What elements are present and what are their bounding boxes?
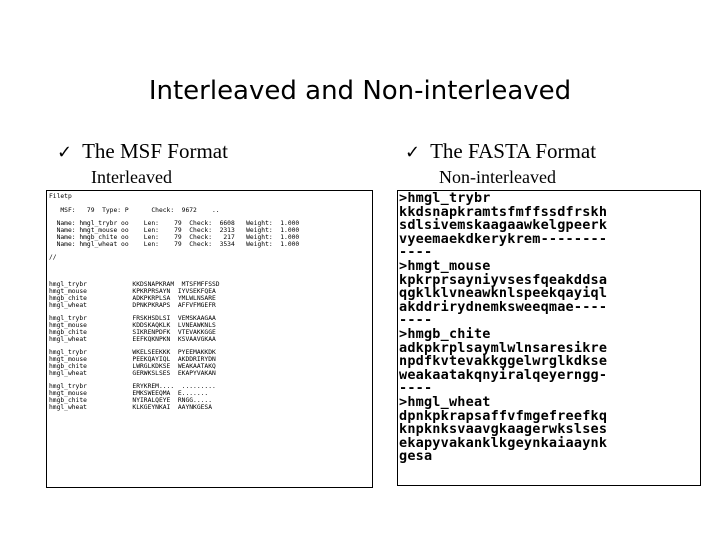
- fasta-subheading: Non-interleaved: [439, 167, 556, 187]
- fasta-sequence-panel: [397, 190, 701, 486]
- fasta-sequence-text: >hmgl_trybr kkdsnapkramtsfmffssdfrskh sdlsivemskaagaawkelgpeerk vyeemaekdkerykrem-------- ---- >hmgt_mouse kpkrprsayniyvsesfqeakddsa qgklklvneawknlspeekqayiql akddrirydnemksweeqmae---- ---- >hmgb_chite adkpkrplsaymlwlnsaresikre npdfkvtevakkggelwrglkdkse weakaatakqnyiralqeyerngg- ---- >hmgl_wheat dpnkpkrapsaffvfmgefreefkq knpknksvaavgkaagerwkslses ekapyvakanklkgeynkaiaaynk gesa: [399, 190, 608, 465]
- msf-subheading: Interleaved: [91, 167, 172, 187]
- check-icon: ✓: [405, 142, 421, 163]
- msf-alignment-text: Filetp MSF: 79 Type: P Check: 9672 .. Name: hmgl_trybr oo Len: 79 Check: 6608 Weight: 1.000 Name: hmgt_mouse oo Len: 79 Check: 2313 Weight: 1.000 Name: hmgb_chite oo Len: 79 Check: 217 Weight: 1.000 Name: hmgl_wheat oo Len: 79 Check: 3534 Weight: 1.000 // hmgl_trybr KKDSNAPKRAM MTSFMFFSSD hmgt_mouse KPKRPRSAYN IYVSEKFQEA hmgb_chite ADKPKRPLSA YMLWLNSARE hmgl_wheat DPNKPKRAPS AFFVFMGEFR hmgl_trybr FRSKHSDLSI VEMSKAAGAA hmgt_mouse KDDSKAQKLK LVNEAWKNLS hmgb_chite SIKRENPDFK VTEVAKKGGE hmgl_wheat EEFKQKNPKN KSVAAVGKAA hmgl_trybr WKELSEEKKK PYEEMAKKDK hmgt_mouse PEEKQAYIQL AKDDRIRYDN hmgb_chite LWRGLKDKSE WEAKAATAKQ hmgl_wheat GERWKSLSES EKAPYVAKAN hmgl_trybr ERYKREM.... ......... hmgt_mouse EMKSWEEQMA E....... hmgb_chite NYIRALQEYE RNGG..... hmgl_wheat KLKGEYNKAI AAYNKGESA: [49, 193, 300, 411]
- slide-title: Interleaved and Non-interleaved: [148, 76, 572, 106]
- msf-heading-label: The MSF Format: [82, 139, 228, 163]
- msf-heading: [57, 139, 228, 164]
- fasta-heading: [405, 139, 596, 164]
- msf-alignment-panel: [46, 190, 373, 488]
- check-icon: ✓: [57, 142, 73, 163]
- fasta-heading-label: The FASTA Format: [430, 139, 597, 163]
